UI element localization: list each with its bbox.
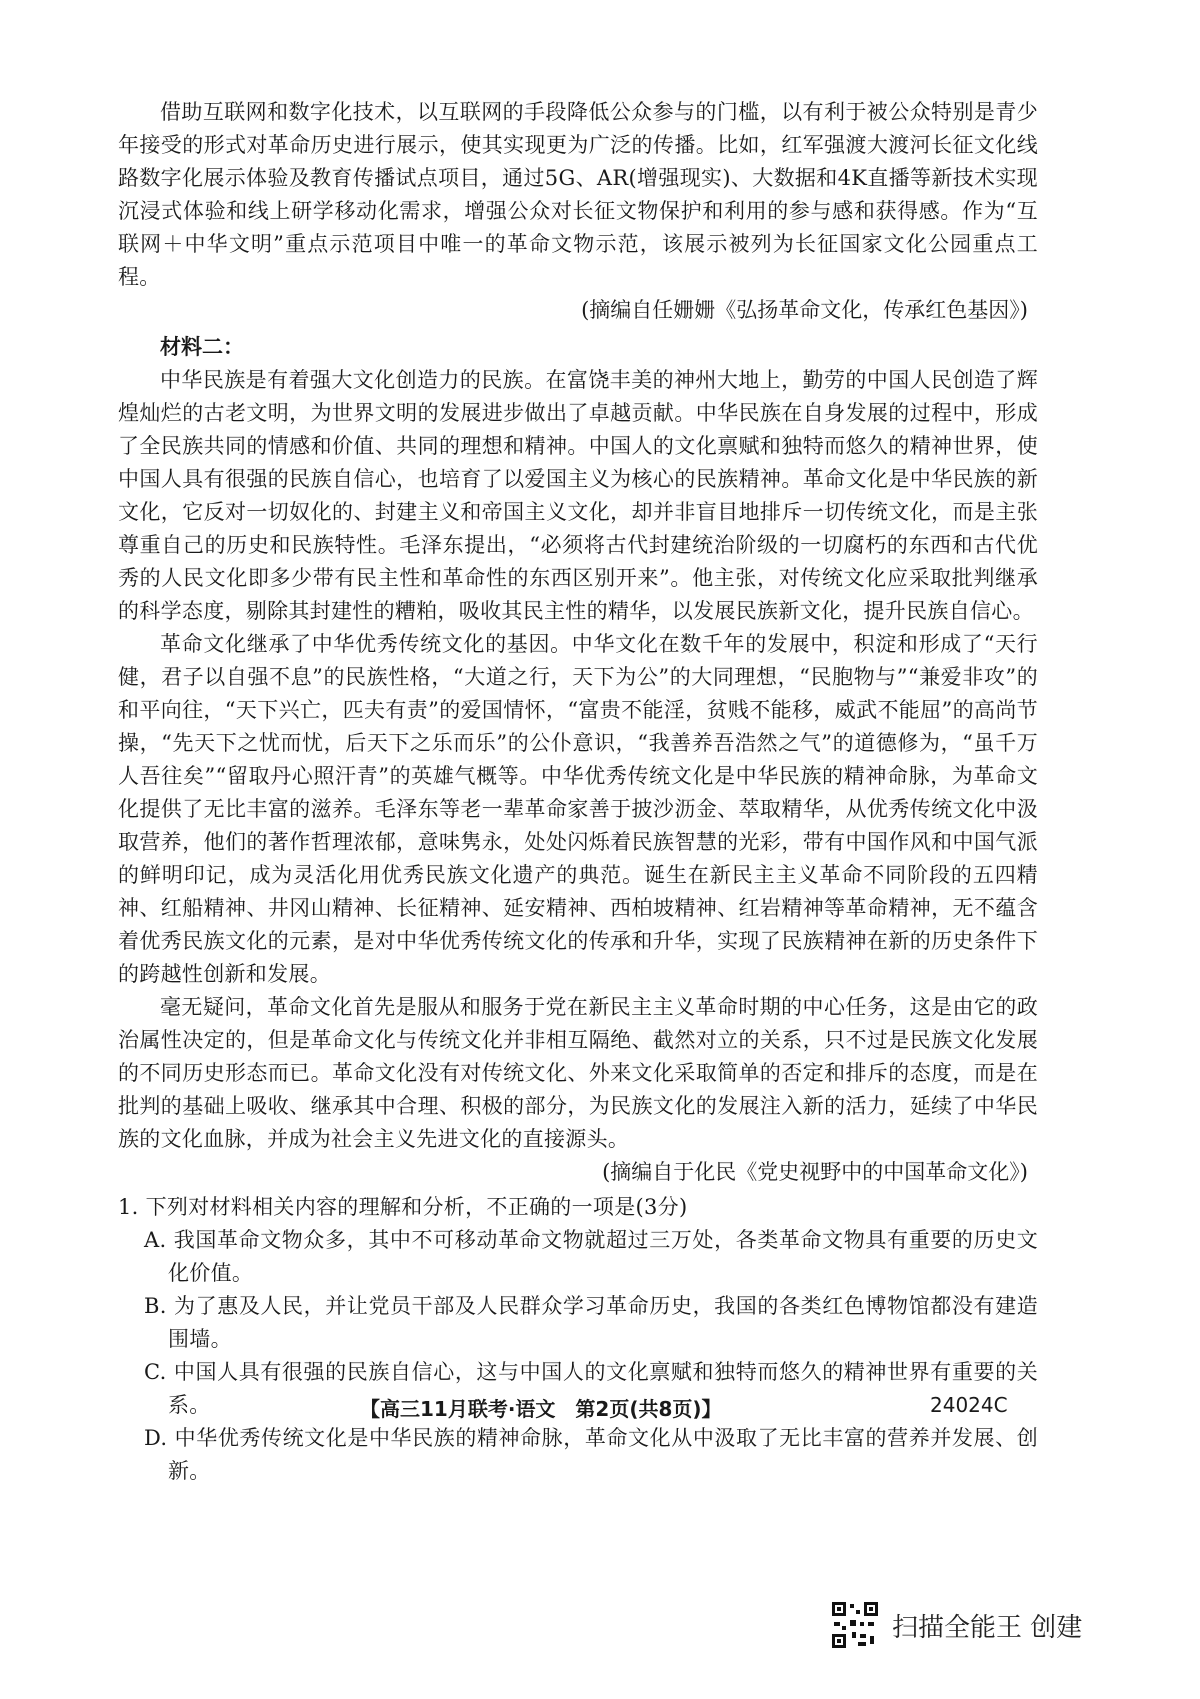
question-1-option-a: A. 我国革命文物众多，其中不可移动革命文物就超过三万处，各类革命文物具有重要的历史文化价值。 (144, 1228, 1038, 1285)
material-two-title: 材料二： (160, 335, 244, 359)
question-1-option-c: C. 中国人具有很强的民族自信心，这与中国人的文化禀赋和独特而悠久的精神世界有重要的关系。 (144, 1360, 1038, 1417)
material-one-paragraph: 借助互联网和数字化技术，以互联网的手段降低公众参与的门槛，以有利于被公众特别是青少年接受的形式对革命历史进行展示，使其实现更为广泛的传播。比如，红军强渡大渡河长征文化线路数字化展示体验及教育传播试点项目，通过5G、AR(增强现实)、大数据和4K直播等新技术实现沉浸式体验和线上研学移动化需求，增强公众对长征文物保护和利用的参与感和获得感。作为“互联网＋中华文明”重点示范项目中唯一的革命文物示范，该展示被列为长征国家文化公园重点工程。 (118, 100, 1038, 289)
watermark-text: 扫描全能王 创建 (892, 1612, 1083, 1643)
footer-page-info: 【高三11月联考·语文 第2页(共8页)】 (360, 1397, 722, 1421)
material-one-source: (摘编自任姗姗《弘扬革命文化，传承红色基因》) (581, 298, 1028, 322)
question-1-option-d: D. 中华优秀传统文化是中华民族的精神命脉，革命文化从中汲取了无比丰富的营养并发展、创新。 (144, 1426, 1038, 1483)
material-two-paragraph-1: 中华民族是有着强大文化创造力的民族。在富饶丰美的神州大地上，勤劳的中国人民创造了辉煌灿烂的古老文明，为世界文明的发展进步做出了卓越贡献。中华民族在自身发展的过程中，形成了全民族共同的情感和价值、共同的理想和精神。中国人的文化禀赋和独特而悠久的精神世界，使中国人具有很强的民族自信心，也培育了以爱国主义为核心的民族精神。革命文化是中华民族的新文化，它反对一切奴化的、封建主义和帝国主义文化，却并非盲目地排斥一切传统文化，而是主张尊重自己的历史和民族特性。毛泽东提出，“必须将古代封建统治阶级的一切腐朽的东西和古代优秀的人民文化即多少带有民主性和革命性的东西区别开来”。他主张，对传统文化应采取批判继承的科学态度，剔除其封建性的糟粕，吸收其民主性的精华，以发展民族新文化，提升民族自信心。 (118, 368, 1038, 623)
page-content (118, 96, 1038, 1488)
qr-code-icon (830, 1600, 880, 1650)
scanner-watermark (830, 1598, 1082, 1652)
question-1-stem: 1. 下列对材料相关内容的理解和分析，不正确的一项是(3分) (118, 1195, 688, 1219)
material-two-source: (摘编自于化民《党史视野中的中国革命文化》) (602, 1160, 1028, 1184)
material-two-paragraph-3: 毫无疑问，革命文化首先是服从和服务于党在新民主主义革命时期的中心任务，这是由它的政治属性决定的，但是革命文化与传统文化并非相互隔绝、截然对立的关系，只不过是民族文化发展的不同历史形态而已。革命文化没有对传统文化、外来文化采取简单的否定和排斥的态度，而是在批判的基础上吸收、继承其中合理、积极的部分，为民族文化的发展注入新的活力，延续了中华民族的文化血脉，并成为社会主义先进文化的直接源头。 (118, 995, 1038, 1151)
material-two-paragraph-2: 革命文化继承了中华优秀传统文化的基因。中华文化在数千年的发展中，积淀和形成了“天行健，君子以自强不息”的民族性格，“大道之行，天下为公”的大同理想，“民胞物与”“兼爱非攻”的和平向往，“天下兴亡，匹夫有责”的爱国情怀，“富贵不能淫，贫贱不能移，威武不能屈”的高尚节操，“先天下之忧而忧，后天下之乐而乐”的公仆意识，“我善养吾浩然之气”的道德修为，“虽千万人吾往矣”“留取丹心照汗青”的英雄气概等。中华优秀传统文化是中华民族的精神命脉，为革命文化提供了无比丰富的滋养。毛泽东等老一辈革命家善于披沙沥金、萃取精华，从优秀传统文化中汲取营养，他们的著作哲理浓郁，意味隽永，处处闪烁着民族智慧的光彩，带有中国作风和中国气派的鲜明印记，成为灵活化用优秀民族文化遗产的典范。诞生在新民主主义革命不同阶段的五四精神、红船精神、井冈山精神、长征精神、延安精神、西柏坡精神、红岩精神等革命精神，无不蕴含着优秀民族文化的元素，是对中华优秀传统文化的传承和升华，实现了民族精神在新的历史条件下的跨越性创新和发展。 (118, 632, 1038, 986)
question-1-option-b: B. 为了惠及人民，并让党员干部及人民群众学习革命历史，我国的各类红色博物馆都没有建造围墙。 (144, 1294, 1038, 1351)
footer-exam-code: 24024C (930, 1393, 1008, 1417)
